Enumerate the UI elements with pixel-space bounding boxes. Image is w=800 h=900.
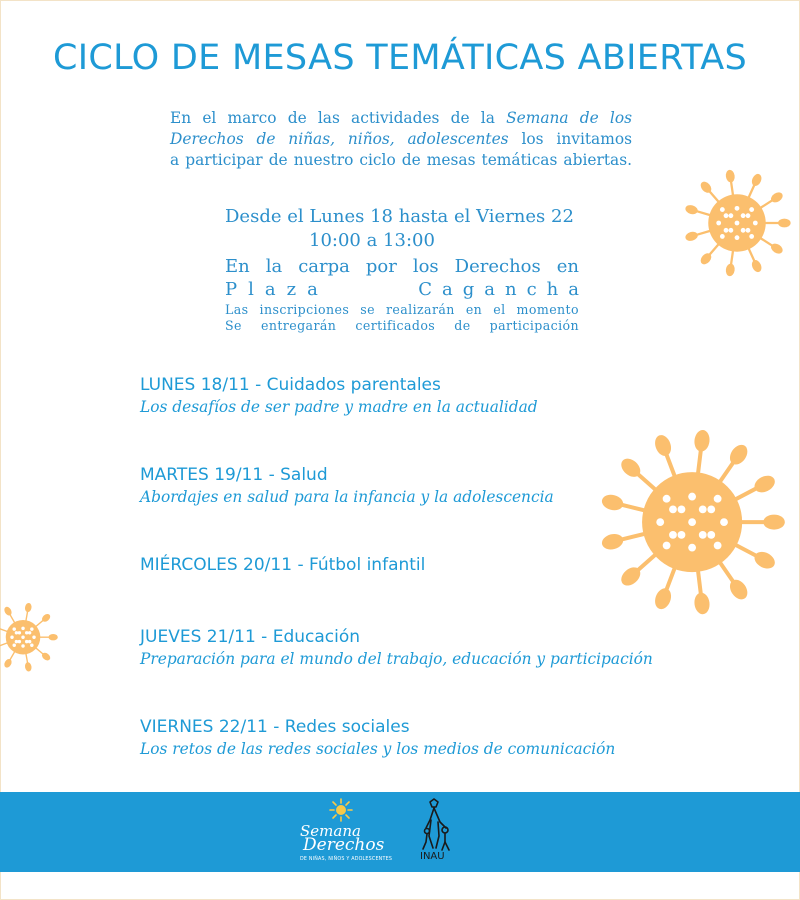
session-item [140, 554, 700, 576]
inau-logo [420, 795, 456, 871]
logo-word-semana: Semana [300, 822, 361, 840]
event-place: En la carpa por los Derechos en [225, 256, 579, 277]
semana-derechos-logo [300, 795, 395, 871]
intro-italic: Derechos de niñas, niños, adolescentes [170, 130, 509, 148]
logo-word-derechos: Derechos [303, 835, 385, 855]
registration-note: Las inscripciones se realizarán en el momento [225, 302, 579, 317]
intro-line-2 [170, 129, 632, 150]
event-dates: Desde el Lunes 18 hasta el Viernes 22 [225, 206, 574, 227]
session-item [140, 374, 700, 418]
plaza-word: Plaza [225, 279, 329, 300]
certificate-note: Se entregarán certificados de participación [225, 318, 579, 333]
session-heading: MIÉRCOLES 20/11 - Fútbol infantil [140, 555, 426, 575]
sun-icon [328, 797, 354, 823]
session-subtitle: Preparación para el mundo del trabajo, educación y participación [140, 650, 653, 668]
virus-icon-middle-right [585, 385, 800, 660]
event-plaza [225, 279, 589, 301]
session-subtitle: Los retos de las redes sociales y los medios de comunicación [140, 740, 616, 758]
session-heading: VIERNES 22/11 - Redes sociales [140, 717, 410, 737]
virus-icon-left [0, 555, 95, 720]
event-details [225, 205, 589, 335]
session-heading: LUNES 18/11 - Cuidados parentales [140, 375, 441, 395]
intro-paragraph [170, 108, 632, 171]
intro-line-3: a participar de nuestro ciclo de mesas temáticas abiertas. [170, 151, 632, 169]
plaza-word: Cagancha [418, 279, 589, 300]
intro-line-1 [170, 108, 632, 129]
intro-italic: Semana de los [506, 109, 632, 127]
session-item [140, 626, 700, 670]
inau-figure-icon [420, 798, 454, 852]
inau-label: INAU [420, 851, 445, 862]
footer-bar [0, 792, 800, 872]
session-subtitle: Abordajes en salud para la infancia y la adolescencia [140, 488, 554, 506]
page-title: CICLO DE MESAS TEMÁTICAS ABIERTAS [52, 38, 747, 78]
session-item [140, 716, 700, 760]
virus-icon-top-right [672, 128, 800, 318]
session-heading: MARTES 19/11 - Salud [140, 465, 328, 485]
intro-text: En el marco de las actividades de la [170, 109, 495, 127]
logo-tagline: DE NIÑAS, NIÑOS Y ADOLESCENTES [300, 857, 393, 862]
event-time: 10:00 a 13:00 [309, 230, 435, 251]
intro-text: los invitamos [521, 130, 632, 148]
session-heading: JUEVES 21/11 - Educación [140, 627, 361, 647]
session-subtitle: Los desafíos de ser padre y madre en la actualidad [140, 398, 538, 416]
session-item [140, 464, 700, 508]
